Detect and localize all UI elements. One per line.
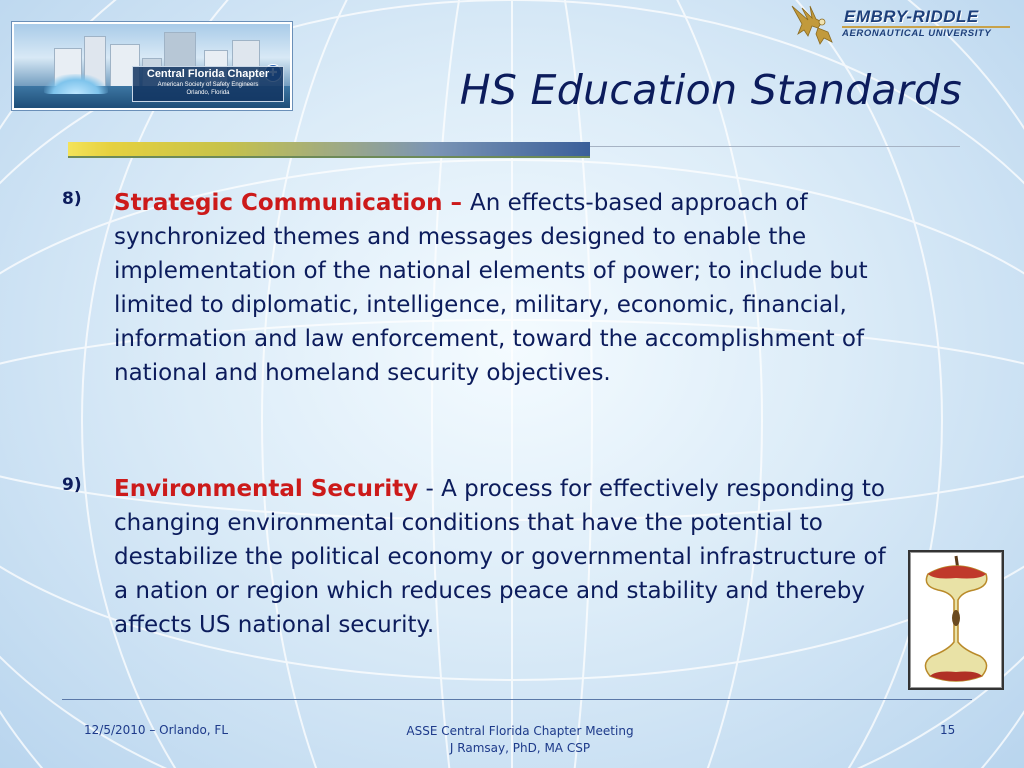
item-text [114,472,904,642]
apple-core-image [908,550,1004,690]
item-text [114,186,954,390]
item-definition: A process for effectively responding to changing environmental conditions that have the potential to destabilize the political economy or governmental infrastructure of a nation or region which reduces peace and stability and thereby affects US national security. [114,476,886,638]
item-number: 8) [62,189,82,209]
apple-core-icon [910,552,1002,688]
eagle-icon [788,2,836,46]
title-underline [68,142,590,158]
university-name: EMBRY-RIDDLE [844,7,979,26]
item-separator: – [442,190,470,216]
chapter-logo-subtitle: American Society of Safety Engineers [157,82,259,88]
footer-divider [62,699,972,700]
item-definition: An effects-based approach of synchronized themes and messages designed to enable the implementation of the national elements of power; to include but limited to diplomatic, intelligence, military, economic, financial, information and law enforcement, toward the accomplishment of national and homeland security objectives. [114,190,868,386]
title-underline-extension [590,146,960,147]
fountain-graphic [44,74,108,94]
item-separator: - [418,476,442,502]
footer-presenter: J Ramsay, PhD, MA CSP [449,741,591,755]
item-number: 9) [62,475,82,495]
standard-item [62,186,952,426]
standard-item [62,472,902,682]
item-term: Environmental Security [114,476,419,502]
chapter-logo-title: Central Florida Chapter [146,68,270,80]
chapter-logo-location: Orlando, Florida [186,90,230,96]
chapter-logo [12,22,292,110]
footer-meeting-info [370,723,670,757]
slide-number: 15 [940,723,956,737]
university-subtitle: AERONAUTICAL UNIVERSITY [842,28,992,39]
footer-date-location: 12/5/2010 – Orlando, FL [84,723,229,737]
footer-meeting: ASSE Central Florida Chapter Meeting [406,724,634,738]
university-logo [788,2,1014,46]
slide-title: HS Education Standards [459,66,962,114]
item-term: Strategic Communication [114,190,443,216]
chapter-banner [132,66,284,102]
